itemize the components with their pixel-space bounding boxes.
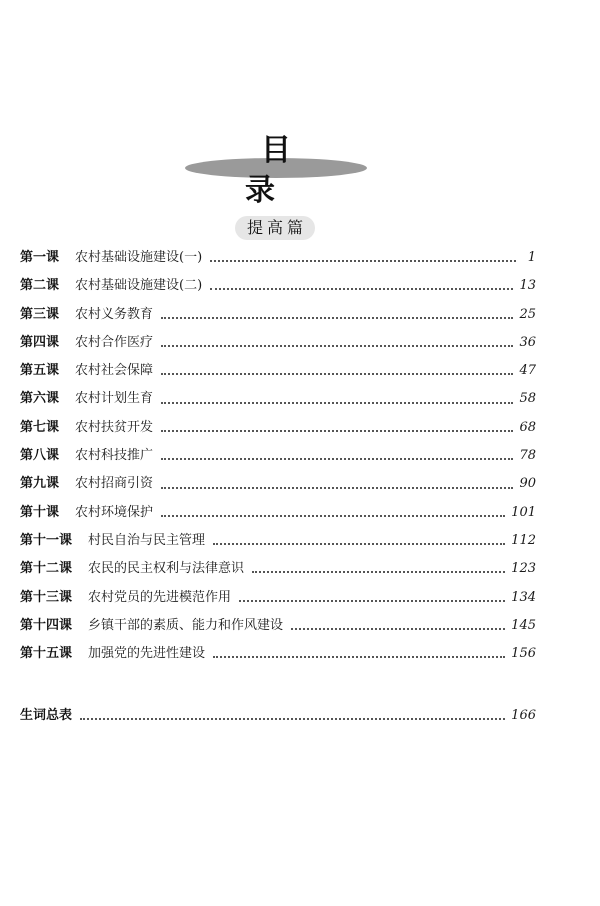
lesson-title: 村民自治与民主管理 — [88, 532, 206, 548]
lesson-title: 农村义务教育 — [75, 306, 154, 322]
page-number: 156 — [511, 646, 536, 662]
page-number: 166 — [511, 708, 536, 723]
lesson-title: 农村党员的先进模范作用 — [88, 589, 232, 605]
lesson-number: 第八课 — [20, 448, 60, 464]
lesson-number: 第十二课 — [20, 561, 73, 577]
dot-leader — [161, 315, 513, 319]
lesson-number: 第十三课 — [20, 589, 73, 605]
lesson-title: 农村科技推广 — [75, 448, 154, 464]
dot-leader — [161, 400, 513, 404]
dot-leader — [161, 343, 513, 347]
dot-leader — [161, 371, 513, 375]
section-header: 提高篇 — [235, 216, 315, 240]
lesson-title: 农村基础设施建设(一) — [75, 250, 203, 265]
lesson-title: 农村招商引资 — [75, 476, 154, 492]
lesson-number: 第九课 — [20, 476, 60, 492]
lesson-number: 第十一课 — [20, 532, 73, 548]
page-number: 134 — [511, 589, 536, 605]
toc-row-14[interactable] — [20, 612, 536, 640]
page-number: 36 — [519, 334, 536, 350]
lesson-title: 农村环境保护 — [75, 504, 154, 520]
page-number: 1 — [527, 250, 536, 265]
toc-row-3[interactable] — [20, 301, 536, 329]
dot-leader — [210, 286, 513, 290]
dot-leader — [80, 716, 505, 720]
lesson-number: 第十课 — [20, 504, 60, 520]
page-number: 13 — [519, 278, 536, 294]
page-number: 68 — [519, 419, 536, 435]
toc-row-12[interactable] — [20, 555, 536, 583]
lesson-number: 第十五课 — [20, 646, 73, 662]
lesson-title: 农民的民主权利与法律意识 — [88, 561, 245, 577]
lesson-title: 农村基础设施建设(二) — [75, 278, 203, 294]
dot-leader — [210, 258, 516, 262]
page-number: 112 — [511, 532, 536, 548]
appendix-title: 生词总表 — [20, 708, 73, 723]
page-number: 58 — [519, 391, 536, 407]
dot-leader — [239, 598, 505, 602]
toc-row-2[interactable] — [20, 272, 536, 300]
toc-row-13[interactable] — [20, 584, 536, 612]
toc-row-11[interactable] — [20, 527, 536, 555]
toc-row-9[interactable] — [20, 470, 536, 498]
dot-leader — [213, 654, 505, 658]
lesson-title: 农村扶贫开发 — [75, 419, 154, 435]
toc-row-8[interactable] — [20, 442, 536, 470]
dot-leader — [291, 626, 505, 630]
page-number: 123 — [511, 561, 536, 577]
dot-leader — [161, 513, 505, 517]
toc-list — [20, 244, 536, 668]
page-number: 101 — [511, 504, 536, 520]
appendix-entry — [20, 702, 536, 730]
lesson-title: 农村社会保障 — [75, 363, 154, 379]
dot-leader — [161, 485, 513, 489]
page-number: 78 — [519, 448, 536, 464]
toc-row-7[interactable] — [20, 414, 536, 442]
lesson-title: 加强党的先进性建设 — [88, 646, 206, 662]
lesson-number: 第十四课 — [20, 617, 73, 633]
toc-row-glossary[interactable] — [20, 702, 536, 730]
page-number: 25 — [519, 306, 536, 322]
lesson-title: 农村合作医疗 — [75, 334, 154, 350]
lesson-number: 第一课 — [20, 250, 60, 265]
lesson-number: 第七课 — [20, 419, 60, 435]
toc-row-15[interactable] — [20, 640, 536, 668]
dot-leader — [213, 541, 505, 545]
lesson-number: 第三课 — [20, 306, 60, 322]
lesson-number: 第四课 — [20, 334, 60, 350]
toc-row-6[interactable] — [20, 385, 536, 413]
toc-row-10[interactable] — [20, 499, 536, 527]
page-title: 目 录 — [245, 133, 323, 208]
lesson-number: 第五课 — [20, 363, 60, 379]
dot-leader — [161, 456, 513, 460]
lesson-number: 第二课 — [20, 278, 60, 294]
toc-row-4[interactable] — [20, 329, 536, 357]
lesson-title: 农村计划生育 — [75, 391, 154, 407]
toc-row-1[interactable] — [20, 244, 536, 272]
toc-title-block — [185, 131, 367, 208]
dot-leader — [161, 428, 513, 432]
page-number: 90 — [519, 476, 536, 492]
lesson-number: 第六课 — [20, 391, 60, 407]
page-number: 47 — [519, 363, 536, 379]
toc-row-5[interactable] — [20, 357, 536, 385]
dot-leader — [252, 569, 505, 573]
lesson-title: 乡镇干部的素质、能力和作风建设 — [88, 617, 284, 633]
page-number: 145 — [511, 617, 536, 633]
